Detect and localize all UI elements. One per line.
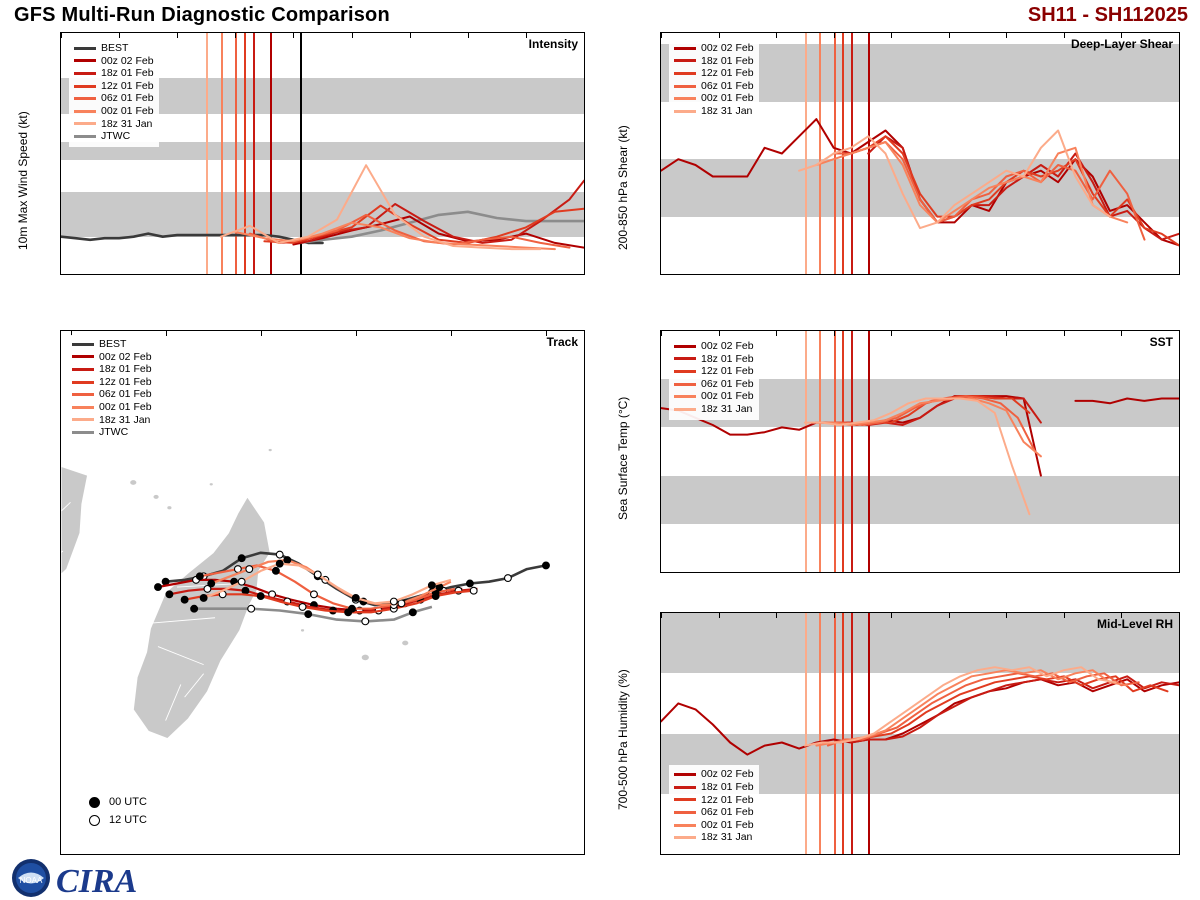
legend-item xyxy=(72,351,152,364)
track-point-12utc xyxy=(362,618,369,625)
track-point-00utc xyxy=(166,591,173,598)
legend-label: 06z 01 Feb xyxy=(701,79,754,92)
legend-label: 18z 31 Jan xyxy=(701,831,753,844)
legend-swatch xyxy=(674,59,696,62)
x-tick-mark xyxy=(177,33,178,38)
legend-item xyxy=(674,55,754,68)
legend-item xyxy=(674,819,754,832)
legend-swatch xyxy=(74,122,96,125)
legend-swatch xyxy=(674,786,696,789)
panel-sst xyxy=(660,330,1180,573)
legend-swatch xyxy=(72,418,94,421)
x-tick-mark xyxy=(1121,331,1122,336)
legend-label: 18z 01 Feb xyxy=(701,54,754,67)
legend-item xyxy=(674,340,754,353)
legend-label: 18z 01 Feb xyxy=(701,352,754,365)
legend-label: 18z 31 Jan xyxy=(101,117,153,130)
x-tick-mark xyxy=(1006,331,1007,336)
legend-item xyxy=(674,390,754,403)
legend-swatch xyxy=(74,97,96,100)
x-tick-mark xyxy=(451,331,452,336)
legend-swatch xyxy=(674,824,696,827)
x-tick-mark xyxy=(352,33,353,38)
legend-label: 18z 01 Feb xyxy=(101,67,154,80)
legend-label: 06z 01 Feb xyxy=(101,92,154,105)
panel-shear xyxy=(660,32,1180,275)
legend-swatch xyxy=(674,408,696,411)
map-island xyxy=(301,629,305,632)
track-point-00utc xyxy=(181,596,188,603)
x-tick-mark xyxy=(661,331,662,336)
legend-item xyxy=(72,414,152,427)
legend-item xyxy=(72,426,152,439)
legend-label: 00z 02 Feb xyxy=(701,768,754,781)
series-line xyxy=(851,136,1179,245)
legend-swatch xyxy=(674,836,696,839)
track-point-00utc xyxy=(196,573,203,580)
x-tick-mark xyxy=(834,613,835,618)
track-point-00utc xyxy=(349,605,356,612)
legend-item xyxy=(674,781,754,794)
legend-swatch xyxy=(674,110,696,113)
legend-swatch xyxy=(674,370,696,373)
track-point-00utc xyxy=(200,595,207,602)
track-point-12utc xyxy=(390,598,397,605)
legend-label: 18z 31 Jan xyxy=(701,402,753,415)
legend-swatch xyxy=(74,47,96,50)
track-point-00utc xyxy=(191,605,198,612)
legend-item xyxy=(72,401,152,414)
legend-label: 18z 01 Feb xyxy=(99,363,152,376)
legend-label: BEST xyxy=(99,338,127,350)
legend-swatch xyxy=(674,72,696,75)
legend-swatch xyxy=(674,395,696,398)
x-tick-mark xyxy=(1064,331,1065,336)
x-tick-mark xyxy=(119,33,120,38)
legend-swatch xyxy=(674,811,696,814)
x-tick-mark xyxy=(776,331,777,336)
legend-label: 12z 01 Feb xyxy=(701,67,754,80)
track-point-12utc xyxy=(505,575,512,582)
track-point-00utc xyxy=(273,567,280,574)
series-line xyxy=(816,399,1041,457)
legend-item xyxy=(674,353,754,366)
map-landmass xyxy=(61,466,88,854)
legend-intensity xyxy=(69,39,159,147)
series-line xyxy=(799,131,1110,229)
legend-item xyxy=(72,376,152,389)
legend-swatch xyxy=(674,97,696,100)
legend-item xyxy=(74,80,154,93)
marker-legend-track xyxy=(89,796,147,832)
map-island xyxy=(167,506,172,510)
panel-title-shear: Deep-Layer Shear xyxy=(1070,37,1173,51)
legend-swatch xyxy=(74,59,96,62)
panel-title-track: Track xyxy=(546,335,578,349)
track-point-12utc xyxy=(248,605,255,612)
track-point-00utc xyxy=(284,557,291,564)
track-point-00utc xyxy=(352,595,359,602)
x-tick-mark xyxy=(1064,33,1065,38)
legend-swatch xyxy=(74,72,96,75)
series-line xyxy=(221,165,541,249)
series-line xyxy=(805,399,1030,515)
marker-legend-label-0: 00 UTC xyxy=(109,796,147,808)
x-tick-mark xyxy=(719,331,720,336)
series-line xyxy=(834,142,1145,240)
map-island xyxy=(209,483,213,486)
legend-item xyxy=(74,42,154,55)
track-point-12utc xyxy=(299,604,306,611)
legend-label: 00z 02 Feb xyxy=(101,54,154,67)
x-tick-mark xyxy=(949,613,950,618)
panel-rh xyxy=(660,612,1180,855)
x-tick-mark xyxy=(776,33,777,38)
legend-item xyxy=(674,365,754,378)
x-tick-mark xyxy=(661,613,662,618)
cira-logo xyxy=(10,856,190,900)
x-tick-mark xyxy=(719,33,720,38)
legend-item xyxy=(74,105,154,118)
map-landmass xyxy=(133,497,270,739)
legend-swatch xyxy=(674,345,696,348)
track-point-12utc xyxy=(246,566,253,573)
legend-label: 00z 01 Feb xyxy=(701,390,754,403)
axis-label-rh-y: 700-500 hPa Humidity (%) xyxy=(616,669,630,810)
legend-label: 12z 01 Feb xyxy=(701,793,754,806)
panel-title-intensity: Intensity xyxy=(528,37,578,51)
legend-label: 00z 01 Feb xyxy=(101,104,154,117)
track-point-12utc xyxy=(311,591,318,598)
panel-intensity xyxy=(60,32,585,275)
track-point-12utc xyxy=(398,600,405,607)
panel-title-sst: SST xyxy=(1149,335,1173,349)
x-tick-mark xyxy=(1064,613,1065,618)
legend-item xyxy=(674,42,754,55)
track-point-00utc xyxy=(543,562,550,569)
legend-item xyxy=(674,794,754,807)
legend-item xyxy=(72,363,152,376)
track-point-00utc xyxy=(238,555,245,562)
legend-item xyxy=(74,118,154,131)
legend-swatch xyxy=(74,135,96,138)
legend-label: JTWC xyxy=(99,426,129,439)
x-tick-mark xyxy=(261,331,262,336)
x-tick-mark xyxy=(61,33,62,38)
legend-item xyxy=(74,67,154,80)
track-point-00utc xyxy=(305,611,312,618)
legend-label: 00z 01 Feb xyxy=(99,400,152,413)
legend-track xyxy=(67,335,157,443)
series-line xyxy=(816,142,1127,222)
legend-label: 06z 01 Feb xyxy=(99,388,152,401)
map-island xyxy=(402,640,409,646)
x-tick-mark xyxy=(776,613,777,618)
x-tick-mark xyxy=(293,33,294,38)
track-point-00utc xyxy=(409,609,416,616)
track-point-00utc xyxy=(257,593,264,600)
legend-label: JTWC xyxy=(101,130,131,143)
legend-item xyxy=(74,55,154,68)
map-island xyxy=(130,480,137,486)
x-tick-mark xyxy=(891,613,892,618)
x-tick-mark xyxy=(1006,33,1007,38)
marker-00utc-icon xyxy=(89,797,100,808)
x-tick-mark xyxy=(526,33,527,38)
map-island xyxy=(268,448,272,451)
svg-text:CIRA: CIRA xyxy=(56,863,138,900)
legend-item xyxy=(72,338,152,351)
track-point-12utc xyxy=(314,571,321,578)
x-tick-mark xyxy=(949,331,950,336)
x-tick-mark xyxy=(468,33,469,38)
legend-swatch xyxy=(74,110,96,113)
axis-label-shear-y: 200-850 hPa Shear (kt) xyxy=(616,125,630,250)
legend-item xyxy=(674,378,754,391)
legend-swatch xyxy=(674,773,696,776)
track-point-00utc xyxy=(162,578,169,585)
track-point-00utc xyxy=(428,582,435,589)
panel-title-rh: Mid-Level RH xyxy=(1096,617,1173,631)
axis-label-intensity-y: 10m Max Wind Speed (kt) xyxy=(16,111,30,250)
x-tick-mark xyxy=(1006,613,1007,618)
x-tick-mark xyxy=(891,331,892,336)
legend-item xyxy=(674,831,754,844)
track-point-12utc xyxy=(470,587,477,594)
legend-swatch xyxy=(674,357,696,360)
map-island xyxy=(361,654,369,660)
track-point-12utc xyxy=(276,551,283,558)
legend-swatch xyxy=(72,368,94,371)
legend-label: 18z 01 Feb xyxy=(701,781,754,794)
x-tick-mark xyxy=(410,33,411,38)
x-tick-mark xyxy=(661,33,662,38)
x-tick-mark xyxy=(891,33,892,38)
legend-item xyxy=(74,130,154,143)
legend-label: 00z 02 Feb xyxy=(99,350,152,363)
legend-swatch xyxy=(72,381,94,384)
legend-rh xyxy=(669,765,759,848)
legend-swatch xyxy=(72,431,94,434)
track-point-00utc xyxy=(466,580,473,587)
legend-swatch xyxy=(674,47,696,50)
legend-label: 06z 01 Feb xyxy=(701,377,754,390)
track-point-12utc xyxy=(238,578,245,585)
legend-label: 18z 31 Jan xyxy=(701,104,753,117)
legend-shear xyxy=(669,39,759,122)
marker-legend-label-1: 12 UTC xyxy=(109,814,147,826)
legend-swatch xyxy=(674,85,696,88)
x-tick-mark xyxy=(235,33,236,38)
legend-swatch xyxy=(72,343,94,346)
legend-swatch xyxy=(674,798,696,801)
axis-label-sst-y: Sea Surface Temp (°C) xyxy=(616,396,630,520)
map-island xyxy=(153,495,159,500)
svg-text:NOAA: NOAA xyxy=(19,876,43,885)
legend-item xyxy=(674,80,754,93)
legend-label: 00z 01 Feb xyxy=(701,818,754,831)
legend-item xyxy=(74,92,154,105)
legend-label: 18z 31 Jan xyxy=(99,413,151,426)
legend-label: 12z 01 Feb xyxy=(99,375,152,388)
legend-label: 00z 02 Feb xyxy=(701,42,754,54)
legend-swatch xyxy=(74,85,96,88)
x-tick-mark xyxy=(166,331,167,336)
legend-item xyxy=(674,768,754,781)
legend-item xyxy=(674,806,754,819)
x-tick-mark xyxy=(834,331,835,336)
legend-label: 12z 01 Feb xyxy=(101,79,154,92)
panel-track xyxy=(60,330,585,855)
x-tick-mark xyxy=(356,331,357,336)
x-tick-mark xyxy=(949,33,950,38)
track-point-00utc xyxy=(208,580,215,587)
legend-swatch xyxy=(72,406,94,409)
legend-item xyxy=(674,92,754,105)
legend-label: 00z 02 Feb xyxy=(701,340,754,352)
legend-label: BEST xyxy=(101,42,129,54)
legend-item xyxy=(674,67,754,80)
legend-swatch xyxy=(72,355,94,358)
legend-swatch xyxy=(674,383,696,386)
track-point-00utc xyxy=(242,587,249,594)
marker-12utc-icon xyxy=(89,815,100,826)
legend-label: 12z 01 Feb xyxy=(701,365,754,378)
x-tick-mark xyxy=(834,33,835,38)
legend-sst xyxy=(669,337,759,420)
legend-swatch xyxy=(72,393,94,396)
legend-item xyxy=(72,388,152,401)
legend-item xyxy=(674,105,754,118)
storm-id-label: SH11 - SH112025 xyxy=(1027,4,1188,26)
x-tick-mark xyxy=(719,613,720,618)
legend-label: 00z 01 Feb xyxy=(701,92,754,105)
track-point-00utc xyxy=(155,584,162,591)
track-point-00utc xyxy=(276,560,283,567)
legend-label: 06z 01 Feb xyxy=(701,806,754,819)
legend-item xyxy=(674,403,754,416)
page-title: GFS Multi-Run Diagnostic Comparison xyxy=(14,4,390,26)
